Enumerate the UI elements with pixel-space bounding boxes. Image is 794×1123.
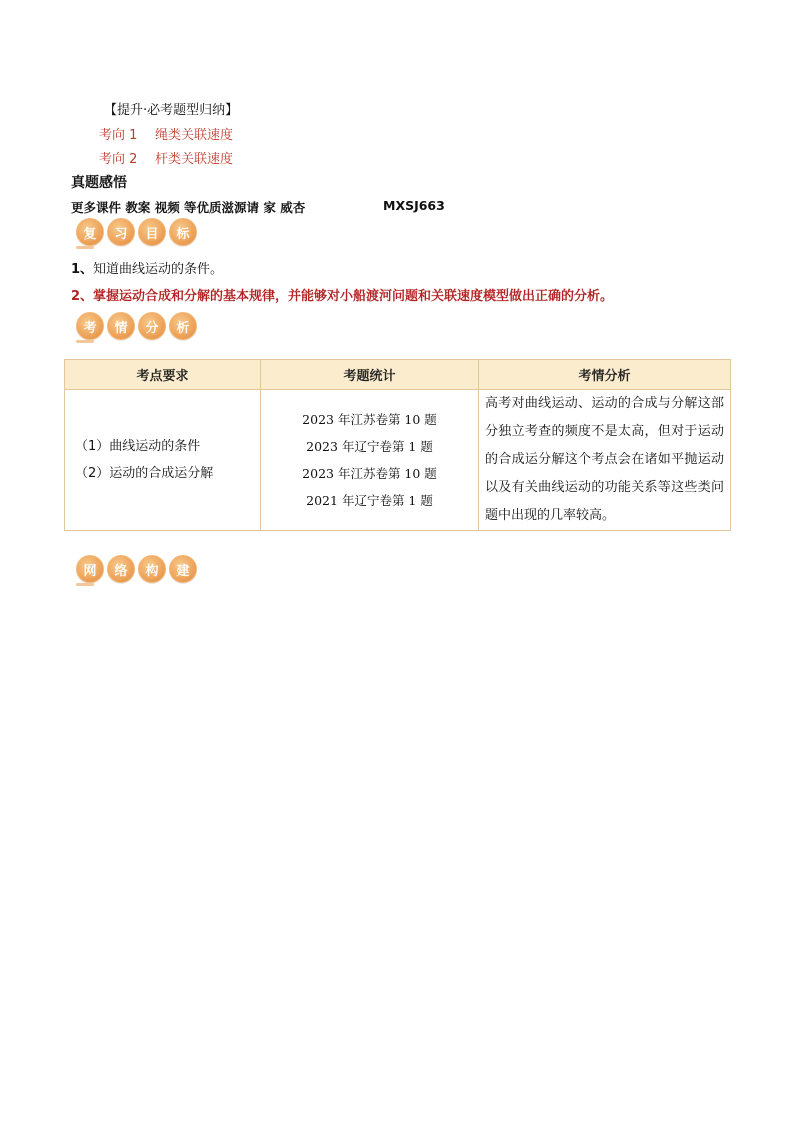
goal-item-1 bbox=[71, 258, 223, 277]
badge-char: 目 bbox=[138, 218, 166, 246]
direction-item-2 bbox=[99, 148, 233, 167]
goal-number: 2、 bbox=[71, 289, 94, 304]
review-goals-badge bbox=[76, 218, 197, 246]
exam-analysis-badge bbox=[76, 312, 197, 340]
statistics-cell bbox=[261, 390, 479, 531]
header-statistics: 考题统计 bbox=[261, 360, 479, 390]
statistic-item: 2023 年江苏卷第 10 题 bbox=[302, 412, 437, 427]
direction-title: 杆类关联速度 bbox=[155, 152, 234, 167]
goal-item-2 bbox=[71, 285, 613, 304]
badge-char: 习 bbox=[107, 218, 135, 246]
promo-text: 更多课件 教案 视频 等优质滋源请 家 威杏 bbox=[71, 200, 306, 215]
badge-char: 分 bbox=[138, 312, 166, 340]
badge-char: 建 bbox=[169, 555, 197, 583]
requirement-item: （2）运动的合成运分解 bbox=[75, 466, 214, 481]
badge-char: 标 bbox=[169, 218, 197, 246]
badge-underline bbox=[76, 340, 94, 343]
statistic-item: 2021 年辽宁卷第 1 题 bbox=[306, 493, 433, 508]
table-row bbox=[65, 390, 731, 531]
section-heading: 【提升·必考题型归纳】 bbox=[104, 103, 239, 118]
promo-line bbox=[71, 198, 445, 216]
real-questions-title: 真题感悟 bbox=[71, 175, 127, 191]
header-requirements: 考点要求 bbox=[65, 360, 261, 390]
exam-info-table bbox=[64, 359, 731, 531]
requirements-cell bbox=[65, 390, 261, 531]
badge-char: 网 bbox=[76, 555, 104, 583]
requirement-item: （1）曲线运动的条件 bbox=[75, 439, 201, 454]
direction-item-1 bbox=[99, 124, 233, 143]
badge-char: 考 bbox=[76, 312, 104, 340]
header-analysis: 考情分析 bbox=[479, 360, 731, 390]
direction-number: 考向 2 bbox=[99, 152, 138, 167]
analysis-cell: 高考对曲线运动、运动的合成与分解这部分独立考查的频度不是太高，但对于运动的合成运分解这个考点会在诸如平抛运动以及有关曲线运动的功能关系等这些类问题中出现的几率较高。 bbox=[479, 390, 731, 531]
promo-code: MXSJ663 bbox=[383, 198, 445, 213]
badge-char: 构 bbox=[138, 555, 166, 583]
statistic-item: 2023 年辽宁卷第 1 题 bbox=[306, 439, 433, 454]
statistic-item: 2023 年江苏卷第 10 题 bbox=[302, 466, 437, 481]
goal-text: 掌握运动合成和分解的基本规律，并能够对小船渡河问题和关联速度模型做出正确的分析。 bbox=[93, 289, 614, 304]
badge-underline bbox=[76, 246, 94, 249]
direction-number: 考向 1 bbox=[99, 128, 138, 143]
badge-char: 复 bbox=[76, 218, 104, 246]
badge-char: 情 bbox=[107, 312, 135, 340]
network-badge bbox=[76, 555, 197, 583]
table-header-row bbox=[65, 360, 731, 390]
badge-char: 析 bbox=[169, 312, 197, 340]
goal-text: 知道曲线运动的条件。 bbox=[93, 262, 224, 277]
badge-char: 络 bbox=[107, 555, 135, 583]
badge-underline bbox=[76, 583, 94, 586]
direction-title: 绳类关联速度 bbox=[155, 128, 234, 143]
goal-number: 1、 bbox=[71, 262, 94, 277]
